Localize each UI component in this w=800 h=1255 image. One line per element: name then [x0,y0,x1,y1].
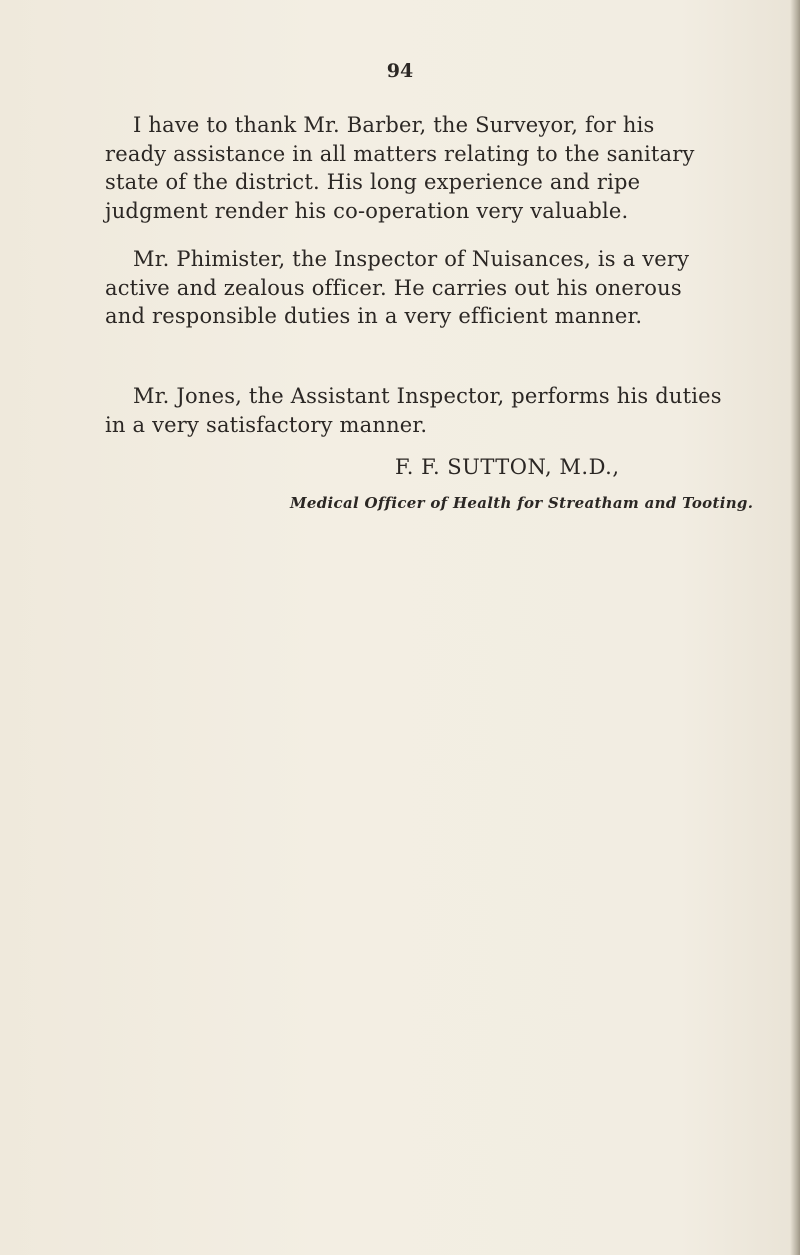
paragraph-inspector-nuisances [105,245,775,331]
text-line: active and zealous officer. He carries out his onerous [105,275,682,300]
text-line: in a very satisfactory manner. [105,412,428,437]
text-line: I have to thank Mr. Barber, the Surveyor, for his [133,113,655,137]
paragraph-assistant-inspector [105,382,775,439]
paragraph-thanks-surveyor [105,111,775,225]
signature-name: F. F. SUTTON, M.D., [395,455,620,479]
text-line: and responsible duties in a very efficient manner. [105,304,643,328]
text-line: Mr. Phimister, the Inspector of Nuisances, is a very [133,247,690,271]
text-line: judgment render his co-operation very valuable. [105,198,629,223]
signature-designation: Medical Officer of Health for Streatham and Tooting. [290,494,754,512]
text-line: state of the district. His long experience and ripe [105,170,641,194]
page-edge-shadow [790,0,800,1255]
text-line: Mr. Jones, the Assistant Inspector, performs his duties [133,384,722,408]
text-line: ready assistance in all matters relating to the sanitary [105,141,695,166]
page-number: 94 [386,60,414,82]
